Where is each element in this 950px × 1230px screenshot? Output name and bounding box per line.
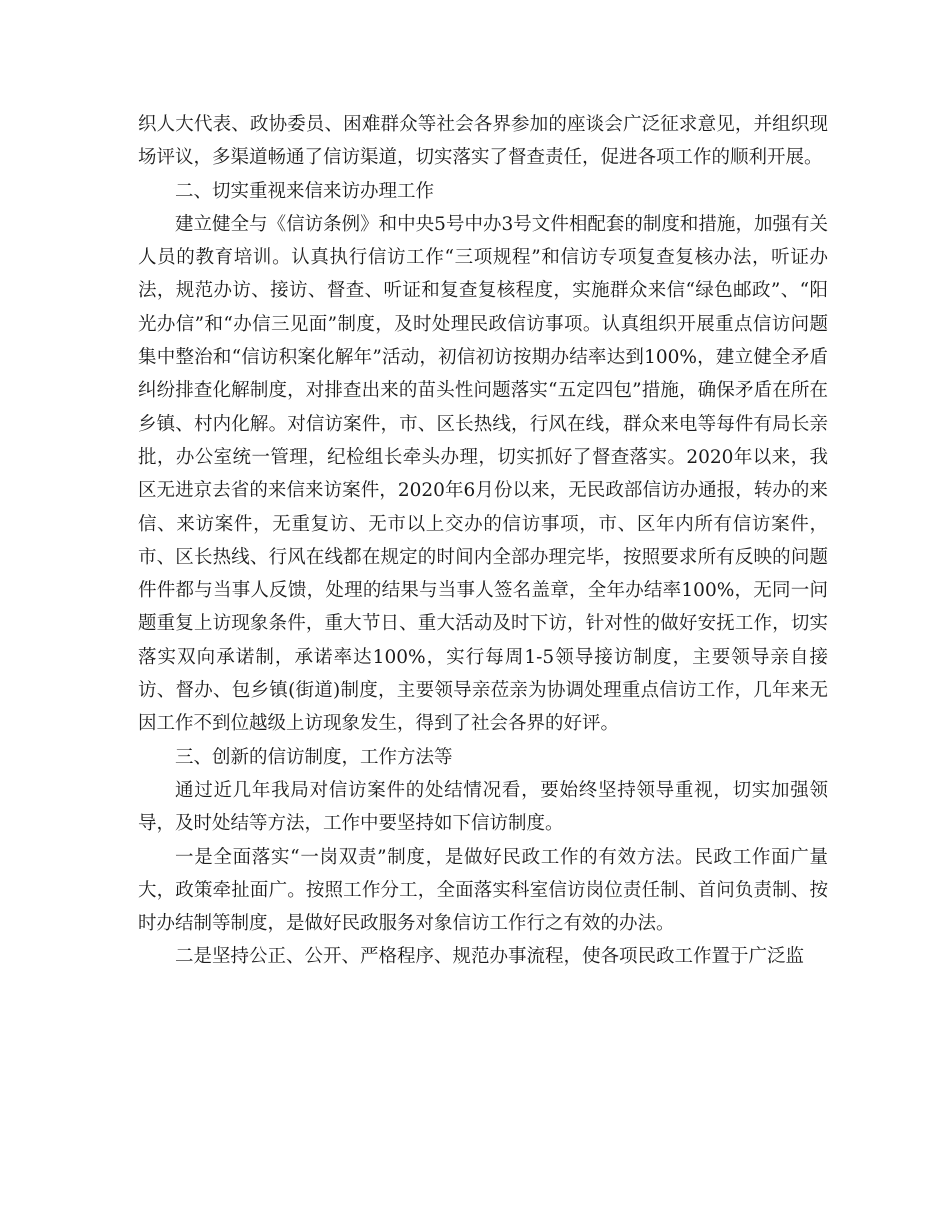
paragraph: 一是全面落实“一岗双责”制度，是做好民政工作的有效方法。民政工作面广量大，政策牵扯面广。按照工作分工，全面落实科室信访岗位责任制、首问负责制、按时办结制等制度，是做好民政服务对象信访工作行之有效的办法。: [138, 846, 828, 935]
paragraph: 通过近几年我局对信访案件的处结情况看，要始终坚持领导重视，切实加强领导，及时处结等方法，工作中要坚持如下信访制度。: [138, 779, 828, 835]
document-body: [138, 108, 828, 974]
paragraph: 建立健全与《信访条例》和中央5号中办3号文件相配套的制度和措施，加强有关人员的教育培训。认真执行信访工作“三项规程”和信访专项复查复核办法，听证办法，规范办访、接访、督查、听证和复查复核程度，实施群众来信“绿色邮政”、“阳光办信”和“办信三见面”制度，及时处理民政信访事项。认真组织开展重点信访问题集中整治和“信访积案化解年”活动，初信初访按期办结率达到100%，建立健全矛盾纠纷排查化解制度，对排查出来的苗头性问题落实“五定四包”措施，确保矛盾在所在乡镇、村内化解。对信访案件，市、区长热线，行风在线，群众来电等每件有局长亲批，办公室统一管理，纪检组长牵头办理，切实抓好了督查落实。2020年以来，我区无进京去省的来信来访案件，2020年6月份以来，无民政部信访办通报，转办的来信、来访案件，无重复访、无市以上交办的信访事项，市、区年内所有信访案件，市、区长热线、行风在线都在规定的时间内全部办理完毕，按照要求所有反映的问题件件都与当事人反馈，处理的结果与当事人签名盖章，全年办结率100%，无同一问题重复上访现象条件，重大节日、重大活动及时下访，针对性的做好安抚工作，切实落实双向承诺制，承诺率达100%，实行每周1-5领导接访制度，主要领导亲自接访、督办、包乡镇(街道)制度，主要领导亲莅亲为协调处理重点信访工作，几年来无因工作不到位越级上访现象发生，得到了社会各界的好评。: [138, 213, 828, 735]
section-heading-3: 三、创新的信访制度，工作方法等: [175, 746, 453, 768]
paragraph-continued: 织人大代表、政协委员、困难群众等社会各界参加的座谈会广泛征求意见，并组织现场评议，多渠道畅通了信访渠道，切实落实了督查责任，促进各项工作的顺利开展。: [138, 114, 828, 169]
paragraph: 二是坚持公正、公开、严格程序、规范办事流程，使各项民政工作置于广泛监: [175, 946, 805, 968]
section-heading-2: 二、切实重视来信来访办理工作: [175, 180, 435, 202]
